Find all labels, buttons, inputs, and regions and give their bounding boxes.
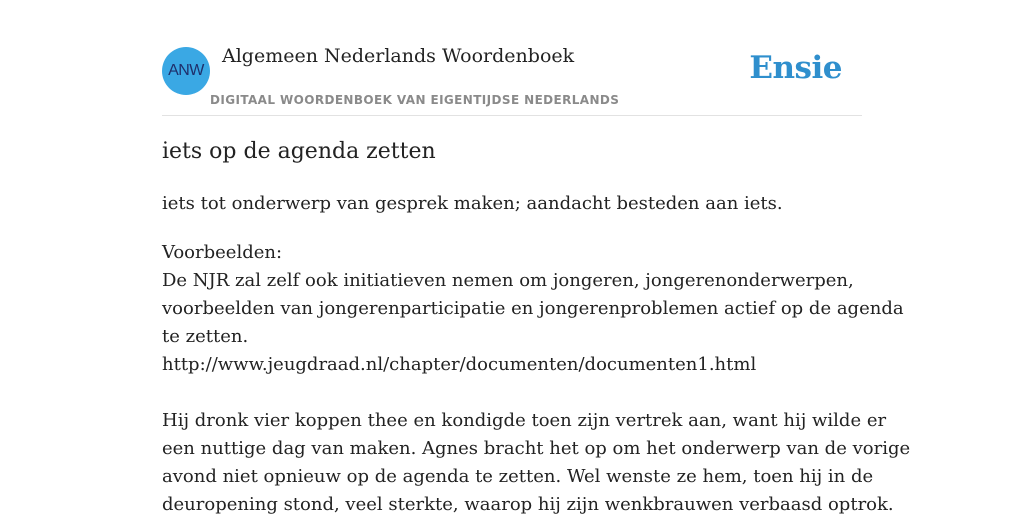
example-1-line: voorbeelden van jongerenparticipatie en jongerenproblemen actief op de agenda <box>162 298 904 319</box>
example-2-line: Hij dronk vier koppen thee en kondigde toen zijn vertrek aan, want hij wilde er <box>162 410 887 431</box>
example-1-line: te zetten. <box>162 326 249 347</box>
example-2-line: deuropening stond, veel sterkte, waarop hij zijn wenkbrauwen verbaasd optrok. <box>162 494 894 515</box>
page <box>162 0 911 515</box>
site-title[interactable]: Algemeen Nederlands Woordenboek <box>222 45 575 67</box>
examples-label: Voorbeelden: <box>162 242 283 263</box>
example-1-line: De NJR zal zelf ook initiatieven nemen om jongeren, jongerenonderwerpen, <box>162 270 854 291</box>
examples-section <box>162 239 911 519</box>
example-1-source <box>162 351 862 379</box>
anw-logo[interactable]: ANW <box>162 47 210 95</box>
site-subtitle: DIGITAAL WOORDENBOEK VAN EIGENTIJDSE NEDERLANDS <box>210 93 620 107</box>
example-2-line: een nuttige dag van maken. Agnes bracht het op om het onderwerp van de vorige <box>162 438 911 459</box>
example-1-source-link[interactable]: http://www.jeugdraad.nl/chapter/documenten/documenten1.html <box>162 354 757 375</box>
site-header <box>162 0 862 116</box>
entry-definition: iets tot onderwerp van gesprek maken; aandacht besteden aan iets. <box>162 193 783 214</box>
example-spacer <box>162 379 862 407</box>
ensie-logo-link[interactable]: Ensie <box>749 50 842 86</box>
entry-headword: iets op de agenda zetten <box>162 139 436 164</box>
example-2-line: avond niet opnieuw op de agenda te zetten. Wel wenste ze hem, toen hij in de <box>162 466 874 487</box>
